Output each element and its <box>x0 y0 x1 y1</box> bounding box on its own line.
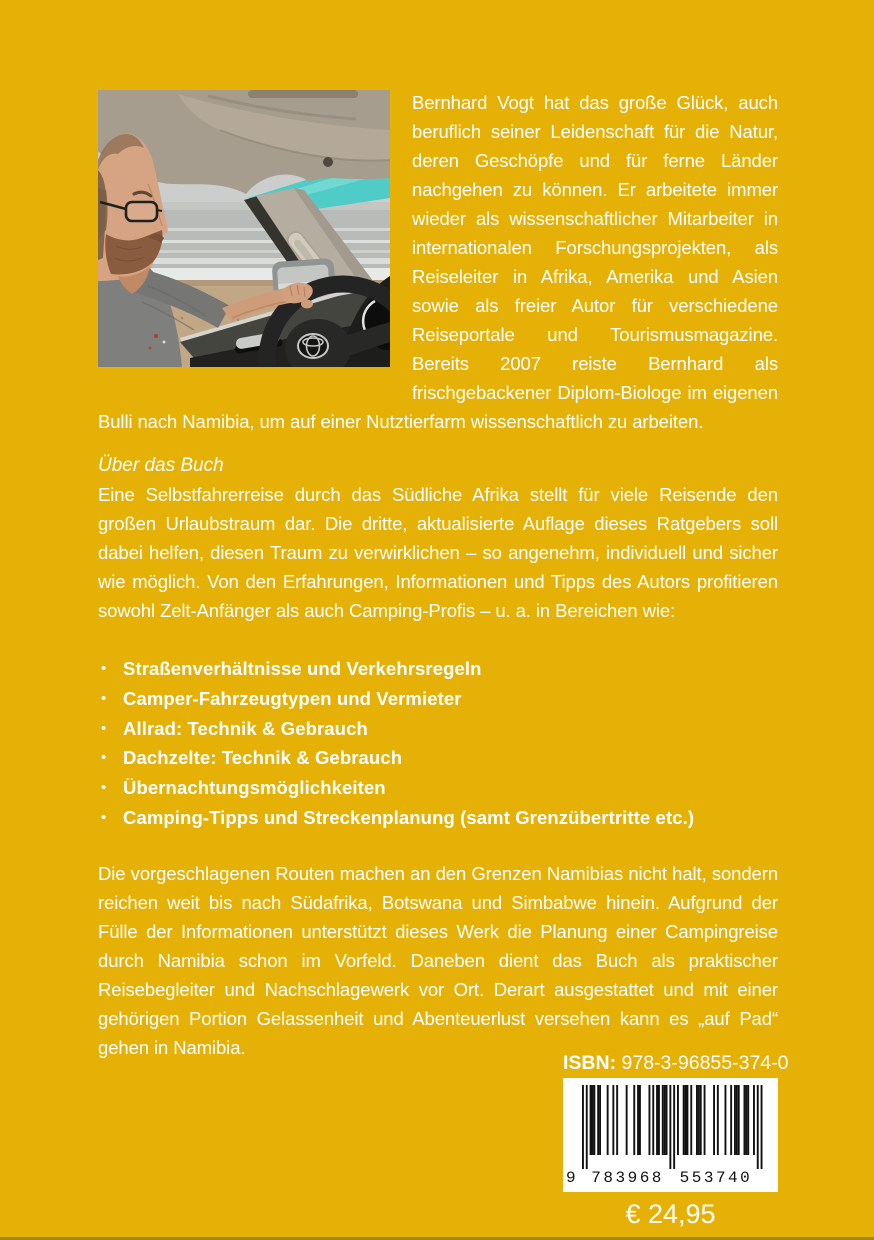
cover-content <box>98 88 778 1062</box>
isbn-number: 978-3-96855-374-0 <box>621 1052 789 1074</box>
about-outro-paragraph <box>98 859 778 1062</box>
barcode <box>563 1078 778 1192</box>
price: € 24,95 <box>625 1199 716 1229</box>
svg-text:9: 9 <box>566 1169 579 1187</box>
topics-list <box>98 654 778 833</box>
about-heading: Über das Buch <box>98 455 224 476</box>
isbn-line <box>563 1052 789 1074</box>
list-item: • Allrad: Technik & Gebrauch <box>98 714 778 744</box>
author-photo-illustration <box>98 90 390 367</box>
svg-text:553740: 553740 <box>679 1169 753 1187</box>
author-bio-text: Bernhard Vogt hat das große Glück, auch beruflich seiner Leidenschaft für die Natur, deren Geschöpfe und für ferne Länder nachgehen zu können. Er arbeitete immer wieder als wissenschaftlicher Mitarbeiter in internationalen Forschungsprojekten, als Reiseleiter in Afrika, Amerika und Asien sowie als freier Autor für verschiedene Reiseportale und Tourismusmagazine. Bereits 2007 reiste Bernhard als frischgebackener Diplom-Biologe im eigenen Bulli nach Namibia, um auf einer Nutztierfarm wissenschaftlich zu arbeiten. <box>98 92 778 432</box>
svg-text:783968: 783968 <box>591 1169 664 1187</box>
isbn-label: ISBN: <box>563 1052 617 1074</box>
author-driving-photo <box>98 90 390 367</box>
list-item: • Camping-Tipps und Streckenplanung (samt Grenzübertritte etc.) <box>98 803 778 833</box>
list-item: • Dachzelte: Technik & Gebrauch <box>98 743 778 773</box>
ean13-barcode <box>563 1078 778 1192</box>
author-bio-paragraph <box>98 88 778 436</box>
about-intro-text: Eine Selbstfahrerreise durch das Südliche Afrika stellt für viele Reisende den großen Urlaubstraum dar. Die dritte, aktualisierte Auflage dieses Ratgebers soll dabei helfen, diesen Traum zu verwirklichen – so angenehm, individuell und sicher wie möglich. Von den Erfahrungen, Informationen und Tipps des Autors profitieren sowohl Zelt-Anfänger als auch Camping-Profis – u. a. in Bereichen wie: <box>98 484 778 621</box>
list-item: • Straßenverhältnisse und Verkehrsregeln <box>98 654 778 684</box>
list-item: • Camper-Fahrzeugtypen und Vermieter <box>98 684 778 714</box>
list-item: • Übernachtungsmöglichkeiten <box>98 773 778 803</box>
about-intro-paragraph <box>98 480 778 625</box>
isbn-block <box>563 1052 789 1229</box>
about-outro-text: Die vorgeschlagenen Routen machen an den Grenzen Namibias nicht halt, sondern reichen weit bis nach Südafrika, Botswana und Simbabwe hinein. Aufgrund der Fülle der Informationen unterstützt dieses Werk die Planung einer Campingreise durch Namibia schon im Vorfeld. Daneben dient das Buch als praktischer Reisebegleiter und Nachschlagewerk vor Ort. Derart ausgestattet und mit einer gehörigen Portion Gelassenheit und Abenteuerlust versehen kann es „auf Pad“ gehen in Namibia. <box>98 862 778 1058</box>
